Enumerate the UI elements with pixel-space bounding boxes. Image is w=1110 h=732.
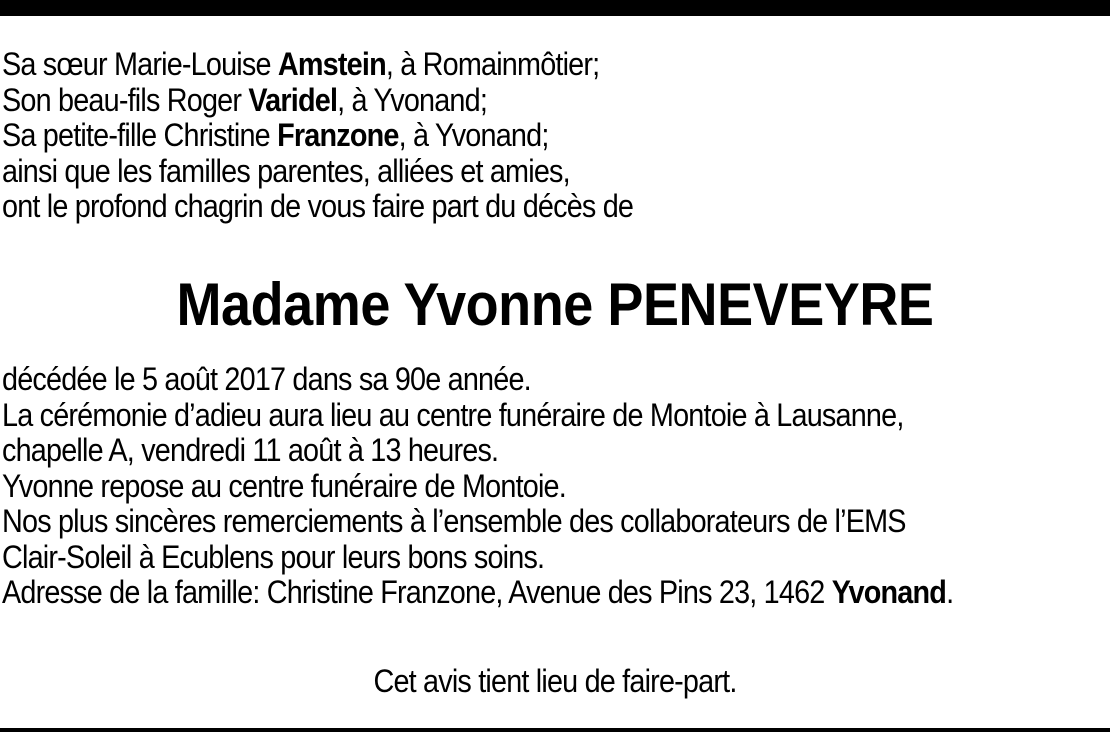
family-address-period: . (946, 574, 954, 610)
details-line-death-date: décédée le 5 août 2017 dans sa 90e année. (2, 361, 531, 397)
family-line-son-in-law (2, 83, 997, 119)
granddaughter-location: , à Yvonand; (398, 117, 549, 153)
family-line-sister (2, 47, 997, 83)
sister-surname: Amstein (277, 46, 386, 82)
family-address-city: Yvonand (831, 574, 947, 610)
son-in-law-location: , à Yvonand; (337, 81, 488, 118)
details-line-thanks-cont: Clair-Soleil à Ecublens pour leurs bons soins. (2, 538, 545, 575)
family-line-granddaughter (2, 118, 997, 154)
family-line-relatives: ainsi que les familles parentes, alliées et amies, (2, 152, 570, 189)
details-line-family-address (2, 575, 997, 611)
deceased-name: Madame Yvonne PENEVEYRE (176, 271, 934, 338)
sister-text: Sa sœur Marie-Louise (2, 46, 278, 82)
details-line-rest-place: Yvonne repose au centre funéraire de Montoie. (2, 467, 566, 504)
top-rule (0, 0, 1110, 16)
son-in-law-surname: Varidel (248, 81, 338, 118)
details-line-ceremony-time: chapelle A, vendredi 11 août à 13 heures. (2, 432, 499, 468)
closing-note: Cet avis tient lieu de faire-part. (373, 663, 737, 699)
granddaughter-surname: Franzone (277, 117, 399, 153)
sister-location: , à Romainmôtier; (385, 46, 600, 82)
details-block (2, 362, 997, 611)
bottom-rule (0, 728, 1110, 732)
details-line-thanks: Nos plus sincères remerciements à l’ensemble des collaborateurs de l’EMS (2, 503, 906, 539)
family-address-text: Adresse de la famille: Christine Franzone, Avenue des Pins 23, 1462 (2, 574, 832, 610)
family-line-announcement: ont le profond chagrin de vous faire part du décès de (2, 188, 634, 224)
family-announcement (2, 47, 997, 225)
son-in-law-text: Son beau-fils Roger (2, 81, 249, 118)
granddaughter-text: Sa petite-fille Christine (2, 117, 278, 153)
details-line-ceremony: La cérémonie d’adieu aura lieu au centre funéraire de Montoie à Lausanne, (2, 396, 904, 433)
